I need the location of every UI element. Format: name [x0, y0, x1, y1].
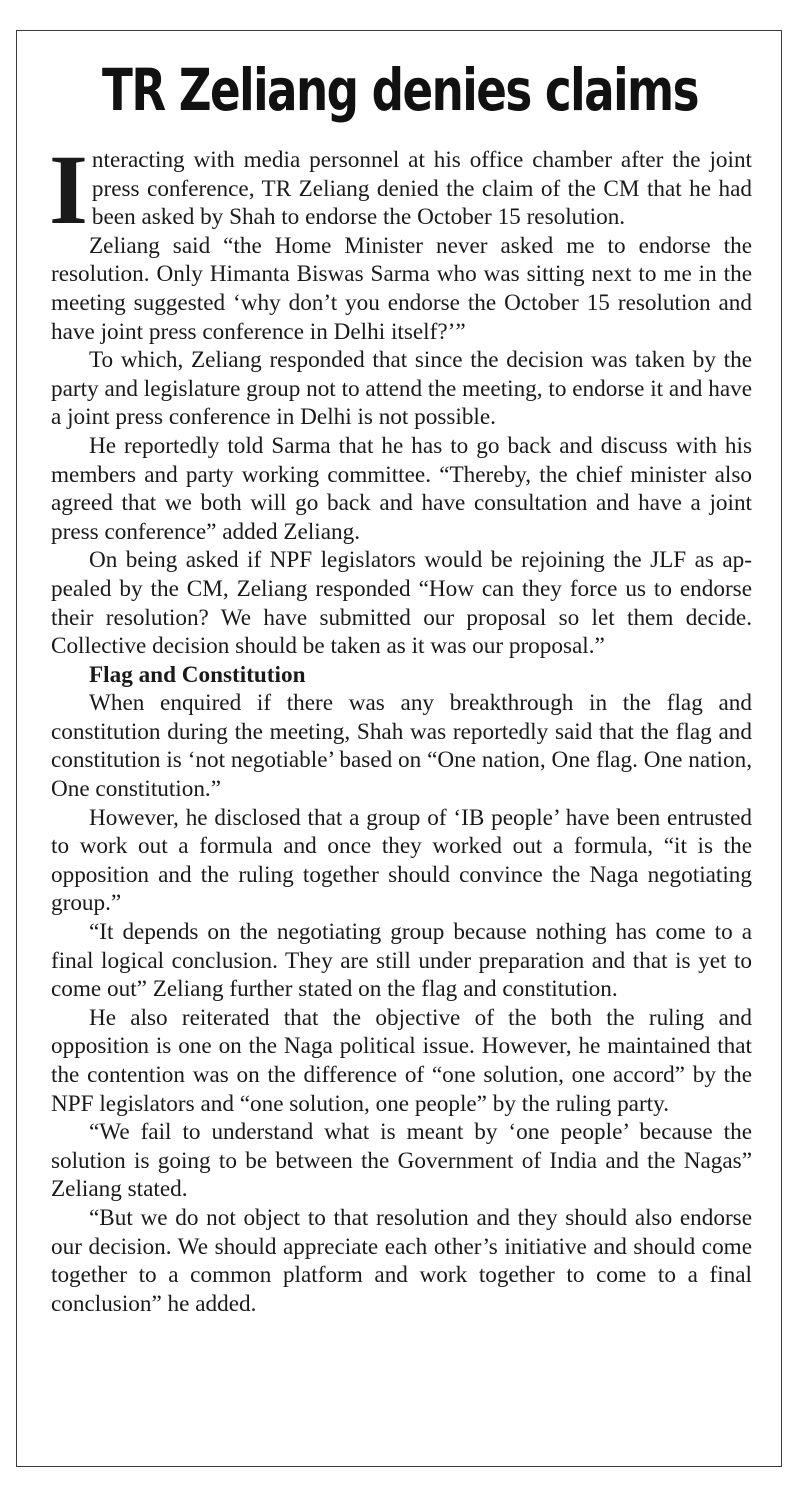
section-subhead: Flag and Constitution	[89, 661, 306, 688]
body-paragraph: He also reiterated that the objective of the both the ruling and opposition is one on the Naga political issue. However, he maintained that the contention was on the difference of “one solution, one accord” by the NPF legislators and “one solution, one people” by the ruling party.	[51, 1004, 752, 1117]
body-paragraph: When enquired if there was any breakthrough in the flag and constitution during the meeting, Shah was reportedly said that the flag and constitution is ‘not negotiable’ based on “One nation, One flag. One nation, One constitution.”	[51, 690, 752, 803]
article-frame	[16, 30, 782, 1467]
body-paragraph: “We fail to understand what is meant by ‘one people’ because the solution is going to be between the Government of India and the Nagas” Zeliang stated.	[51, 1119, 752, 1203]
body-paragraph: He reportedly told Sarma that he has to go back and discuss with his members and party working committee. “Thereby, the chief minister also agreed that we both will go back and have consultation and have a joint press conference” added Zeliang.	[51, 432, 752, 545]
body-paragraph: Zeliang said “the Home Minister never asked me to endorse the resolution. Only Himanta Biswas Sarma who was sitting next to me in the meeting suggested ‘why don’t you endorse the October 15 resolution and have joint press conference in Delhi itself?’”	[51, 232, 752, 345]
body-paragraph: However, he disclosed that a group of ‘IB people’ have been entrusted to work out a formula and once they worked out a formula, “it is the opposition and the ruling together should convince the Naga negotiating group.”	[51, 804, 752, 917]
body-paragraph: On being asked if NPF legislators would be rejoining the JLF as appealed by the CM, Zeliang responded “How can they force us to endorse their resolution? We have submitted our proposal so let them decide. Collective decision should be taken as it was our proposal.”	[51, 547, 752, 660]
body-paragraph: “It depends on the negotiating group because nothing has come to a final logical conclusion. They are still under preparation and that is yet to come out” Zeliang further stated on the flag and constitution.	[51, 919, 752, 1003]
lead-paragraph-text: nteracting with media personnel at his office chamber after the joint press conference, TR Zeliang denied the claim of the CM that he had been asked by Shah to endorse the October 15 resolution.	[91, 147, 752, 231]
lead-paragraph	[49, 134, 752, 245]
body-paragraph: “But we do not object to that resolution and they should also endorse our decision. We should appreciate each other’s initiative and should come together to a common platform and work together to come to a final conclusion” he added.	[51, 1204, 752, 1317]
article-body	[49, 134, 752, 1318]
headline: TR Zeliang denies claims	[102, 56, 698, 124]
body-paragraph: To which, Zeliang responded that since the decision was taken by the party and legislature group not to attend the meeting, to endorse it and have a joint press conference in Delhi is not possible.	[51, 347, 752, 431]
drop-cap: I	[49, 134, 88, 245]
